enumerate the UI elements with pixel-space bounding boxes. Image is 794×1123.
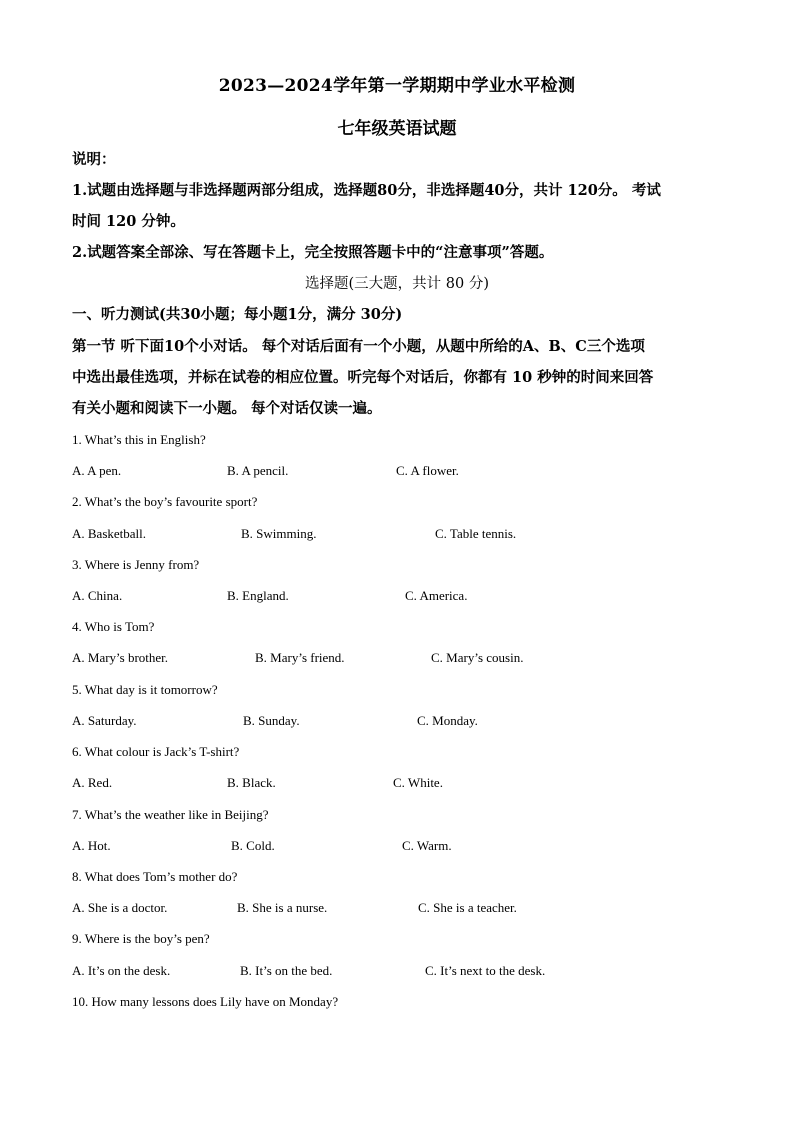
- exam-title: 2023—2024学年第一学期期中学业水平检测: [218, 76, 576, 96]
- question-8: 8. What does Tom’s mother do?: [72, 869, 238, 884]
- question-6-option-c: C. White.: [393, 775, 443, 790]
- question-2-option-a: A. Basketball.: [72, 526, 147, 541]
- question-2: 2. What’s the boy’s favourite sport?: [72, 494, 258, 509]
- question-7-option-a: A. Hot.: [72, 838, 111, 853]
- question-1-option-a: A. A pen.: [72, 463, 122, 478]
- question-4: 4. Who is Tom?: [72, 619, 155, 634]
- question-8-option-b: B. She is a nurse.: [237, 900, 328, 915]
- question-5: 5. What day is it tomorrow?: [72, 682, 218, 697]
- instructions-heading: 说明：: [72, 151, 116, 168]
- question-2-option-b: B. Swimming.: [241, 526, 317, 541]
- question-4-option-a: A. Mary’s brother.: [72, 650, 169, 665]
- question-9: 9. Where is the boy’s pen?: [72, 931, 210, 946]
- section-title: 选择题(三大题，共计 80 分): [305, 276, 489, 292]
- question-5-option-b: B. Sunday.: [243, 713, 300, 728]
- question-6-option-b: B. Black.: [227, 775, 276, 790]
- question-8-option-a: A. She is a doctor.: [72, 900, 168, 915]
- question-9-option-a: A. It’s on the desk.: [72, 963, 171, 978]
- sub-section-1-line-2: 中选出最佳选项，并标在试卷的相应位置。听完每个对话后，你都有 10 秒钟的时间来回答: [72, 369, 654, 386]
- sub-section-1-line-3: 有关小题和阅读下一小题。 每个对话仅读一遍。: [72, 400, 382, 417]
- instruction-2: 2.试题答案全部涂、写在答题卡上，完全按照答题卡中的“注意事项”答题。: [72, 244, 554, 261]
- sub-section-1-line-1: 第一节 听下面10个小对话。 每个对话后面有一个小题，从题中所给的A、B、C三个选项: [72, 338, 645, 355]
- question-6: 6. What colour is Jack’s T-shirt?: [72, 744, 240, 759]
- question-5-option-c: C. Monday.: [417, 713, 478, 728]
- question-2-option-c: C. Table tennis.: [435, 526, 517, 541]
- question-5-option-a: A. Saturday.: [72, 713, 137, 728]
- question-1-option-c: C. A flower.: [396, 463, 459, 478]
- question-3-option-c: C. America.: [405, 588, 468, 603]
- instruction-1-line-1: 1.试题由选择题与非选择题两部分组成，选择题80分，非选择题40分，共计 120分。 考试: [72, 182, 661, 199]
- question-6-option-a: A. Red.: [72, 775, 113, 790]
- question-7-option-c: C. Warm.: [402, 838, 452, 853]
- question-7-option-b: B. Cold.: [231, 838, 275, 853]
- question-9-option-c: C. It’s next to the desk.: [425, 963, 546, 978]
- question-8-option-c: C. She is a teacher.: [418, 900, 517, 915]
- exam-subtitle: 七年级英语试题: [337, 119, 457, 139]
- instruction-1-line-2: 时间 120 分钟。: [72, 213, 185, 230]
- question-10: 10. How many lessons does Lily have on Monday?: [72, 994, 339, 1009]
- part-1-heading: 一、听力测试(共30小题；每小题1分，满分 30分): [72, 306, 403, 323]
- question-9-option-b: B. It’s on the bed.: [240, 963, 333, 978]
- question-4-option-b: B. Mary’s friend.: [255, 650, 345, 665]
- question-3-option-a: A. China.: [72, 588, 123, 603]
- question-4-option-c: C. Mary’s cousin.: [431, 650, 524, 665]
- question-3-option-b: B. England.: [227, 588, 289, 603]
- question-3: 3. Where is Jenny from?: [72, 557, 200, 572]
- question-1-option-b: B. A pencil.: [227, 463, 289, 478]
- question-1: 1. What’s this in English?: [72, 432, 206, 447]
- question-7: 7. What’s the weather like in Beijing?: [72, 807, 269, 822]
